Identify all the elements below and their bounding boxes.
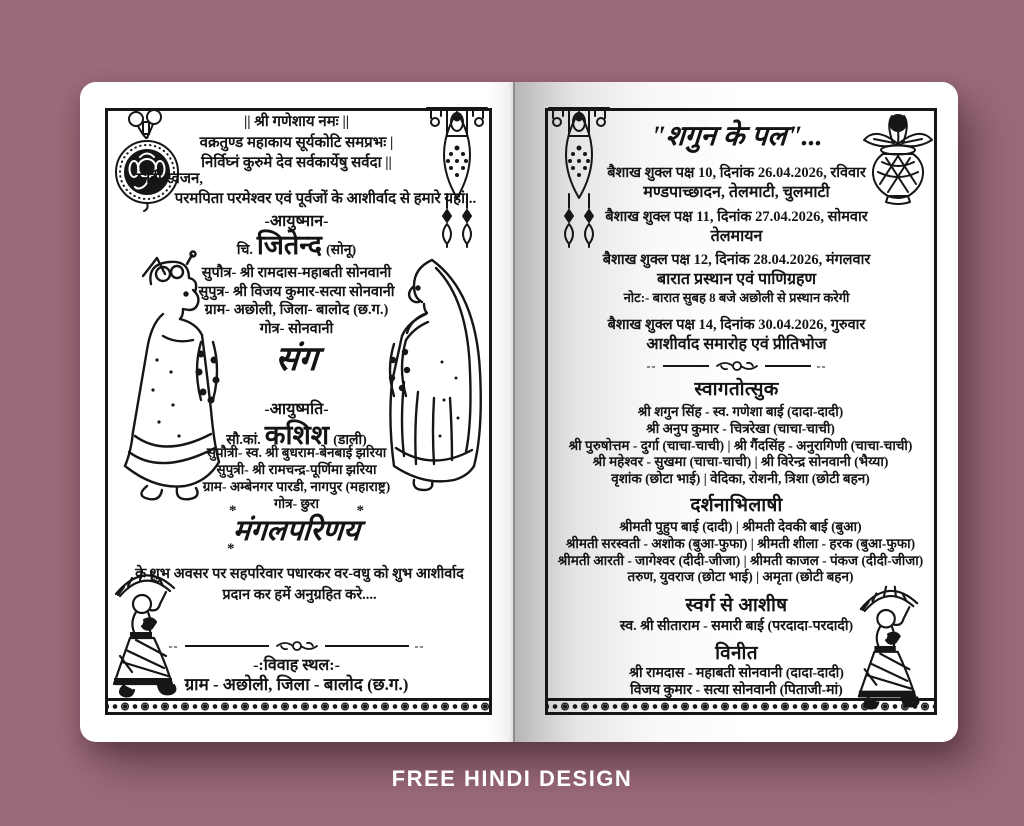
groom-parents: सुपुत्र- श्री विजय कुमार-सत्या सोनवानी (198, 283, 395, 300)
salutation: स्नेही स्वजन, (136, 171, 204, 187)
heavenly-blessings-heading: स्वर्ग से आशीष (685, 595, 788, 616)
groom-details (80, 264, 513, 338)
blessing-line-2: प्रदान कर हमें अनुग्रहित करे.... (222, 587, 377, 603)
welcomers-heading: स्वागतोत्सुक (694, 379, 779, 400)
divider-dash: -- (816, 359, 827, 373)
hosts-list (515, 666, 958, 699)
groom-name: जितेन्द (256, 230, 322, 260)
venue-heading: -:विवाह स्थल:- (253, 657, 340, 674)
groom-honorific: -आयुष्मान- (264, 213, 329, 230)
schedule-tithi-1: बैशाख शुक्ल पक्ष 10, दिनांक 26.04.2026, रविवार (607, 165, 866, 181)
ganesh-mantra (80, 112, 513, 174)
divider-rule (765, 365, 811, 367)
star-decoration: * (356, 503, 364, 519)
groom-name-row (80, 230, 513, 260)
bride-honorific: -आयुष्मति- (264, 401, 329, 418)
divider-dash: -- (168, 639, 179, 653)
hosts-heading: विनीत (715, 643, 758, 664)
groom-village: ग्राम- अछोली, जिला- बालोद (छ.ग.) (204, 302, 389, 318)
well-wishers-line-1: श्रीमती पुहुप बाई (दादी) | श्रीमती देवकी बाई (बुआ) (619, 519, 862, 534)
welcomers-line-1: श्री शगुन सिंह - स्व. गणेशा बाई (दादा-दादी) (637, 404, 844, 419)
welcomers-line-5: वृशांक (छोटा भाई) | वेदिका, रोशनी, त्रिशा (छोटी बहन) (611, 471, 870, 487)
intro-line: परमपिता परमेश्वर एवं पूर्वजों के आशीर्वाद से हमारे यहां... (174, 191, 477, 207)
well-wishers-line-4: तरुण, युवराज (छोटा भाई) | अमृता (छोटी बहन) (627, 569, 854, 585)
welcomers-list (547, 404, 934, 488)
mantra-line-1: || श्री गणेशाय नमः || (243, 114, 350, 130)
mantra-line-3: निर्विघ्नं कुरुमे देव सर्वकार्येषु सर्वदा || (201, 155, 392, 171)
blessing-line-1: के शुभ अवसर पर सहपरिवार पधारकर वर-वधु को शुभ आशीर्वाद (135, 566, 464, 582)
heavenly-blessings-line: स्व. श्री सीताराम - समारी बाई (परदादा-परदादी) (619, 619, 854, 634)
hosts-line-1: श्री रामदास - महाबती सोनवानी (दादा-दादी) (629, 666, 844, 681)
venue-divider (80, 638, 513, 654)
bride-prefix: सौ.कां. (226, 433, 261, 448)
hosts-line-2: विजय कुमार - सत्या सोनवानी (पिताजी-मां) (630, 682, 843, 698)
divider-rule (185, 645, 269, 647)
bride-grandparents: सुपौत्री- स्व. श्री बुधराम-बेनबाई झरिया (206, 445, 387, 460)
welcomers-line-4: श्री महेश्वर - सुखमा (चाचा-चाची) | श्री विरेन्द्र सोनवानी (भैय्या) (592, 454, 889, 470)
schedule-event-2: तेलमायन (710, 228, 763, 245)
left-page-ornament-strip (105, 698, 492, 715)
event-title-calligraphy: मंगलपरिणय (231, 515, 362, 547)
groom-gotra: गोत्र- सोनवानी (259, 320, 334, 337)
divider-flourish-icon (275, 638, 319, 654)
mantra-line-2: वक्रतुण्ड महाकाय सूर्यकोटि समप्रभः | (199, 134, 394, 151)
bride-name: कशिश (264, 420, 330, 450)
section-divider (515, 358, 958, 374)
well-wishers-list (547, 519, 934, 586)
schedule-event-1: मण्डपाच्छादन, तेलमाटी, चुलमाटी (643, 184, 830, 201)
groom-grandparents: सुपौत्र- श्री रामदास-महाबती सोनवानी (201, 265, 392, 281)
page-title-calligraphy: "शगुन के पल"... (649, 121, 825, 152)
sang-calligraphy: संग (274, 341, 319, 378)
divider-rule (325, 645, 409, 647)
watermark-text: FREE HINDI DESIGN (391, 766, 633, 791)
divider-rule (663, 365, 709, 367)
well-wishers-heading: दर्शनाभिलाषी (690, 495, 783, 516)
bride-details (80, 444, 513, 512)
bride-gotra: गोत्र- छुरा (274, 496, 319, 511)
blessing-text (110, 564, 489, 606)
schedule-tithi-2: बैशाख शुक्ल पक्ष 11, दिनांक 27.04.2026, सोमवार (605, 209, 868, 225)
divider-dash: -- (646, 359, 657, 373)
divider-flourish-icon (715, 358, 759, 374)
bride-parents: सुपुत्री- श्री रामचन्द्र-पूर्णिमा झरिया (216, 462, 377, 477)
schedule-tithi-3: बैशाख शुक्ल पक्ष 12, दिनांक 28.04.2026, मंगलवार (602, 252, 871, 268)
groom-nickname: (सोनू) (325, 243, 357, 258)
bride-village: ग्राम- अम्बेनगर पारडी, नागपुर (महाराष्ट्र) (202, 479, 391, 494)
well-wishers-line-2: श्रीमती सरस्वती - अशोक (बुआ-फुफा) | श्रीमती शीला - हरक (बुआ-फुफा) (565, 535, 916, 551)
right-page (513, 82, 958, 742)
schedule-note: नोट:- बारात सुबह 8 बजे अछोली से प्रस्थान करेगी (623, 290, 850, 305)
welcomers-line-2: श्री अनुप कुमार - चित्ररेखा (चाचा-चाची) (646, 420, 835, 436)
bride-nickname: (डाली) (333, 433, 367, 448)
schedule-event-3: बारात प्रस्थान एवं पाणिग्रहण (656, 271, 817, 288)
groom-prefix: चि. (236, 243, 253, 258)
divider-dash: -- (414, 639, 425, 653)
venue-address: ग्राम - अछोली, जिला - बालोद (छ.ग.) (184, 675, 409, 694)
star-decoration: * (229, 503, 237, 519)
invitation-book (80, 82, 958, 742)
well-wishers-line-3: श्रीमती आरती - जागेश्वर (दीदी-जीजा) | श्रीमती काजल - पंकज (दीदी-जीजा) (557, 552, 924, 568)
left-page (80, 82, 513, 742)
schedule-tithi-4: बैशाख शुक्ल पक्ष 14, दिनांक 30.04.2026, गुरुवार (607, 317, 866, 333)
schedule-event-4: आशीर्वाद समारोह एवं प्रीतिभोज (646, 336, 827, 353)
welcomers-line-3: श्री पुरुषोत्तम - दुर्गा (चाचा-चाची) | श्री गैंदसिंह - अनुरागिणी (चाचा-चाची) (568, 437, 913, 453)
star-decoration: * (227, 541, 235, 557)
